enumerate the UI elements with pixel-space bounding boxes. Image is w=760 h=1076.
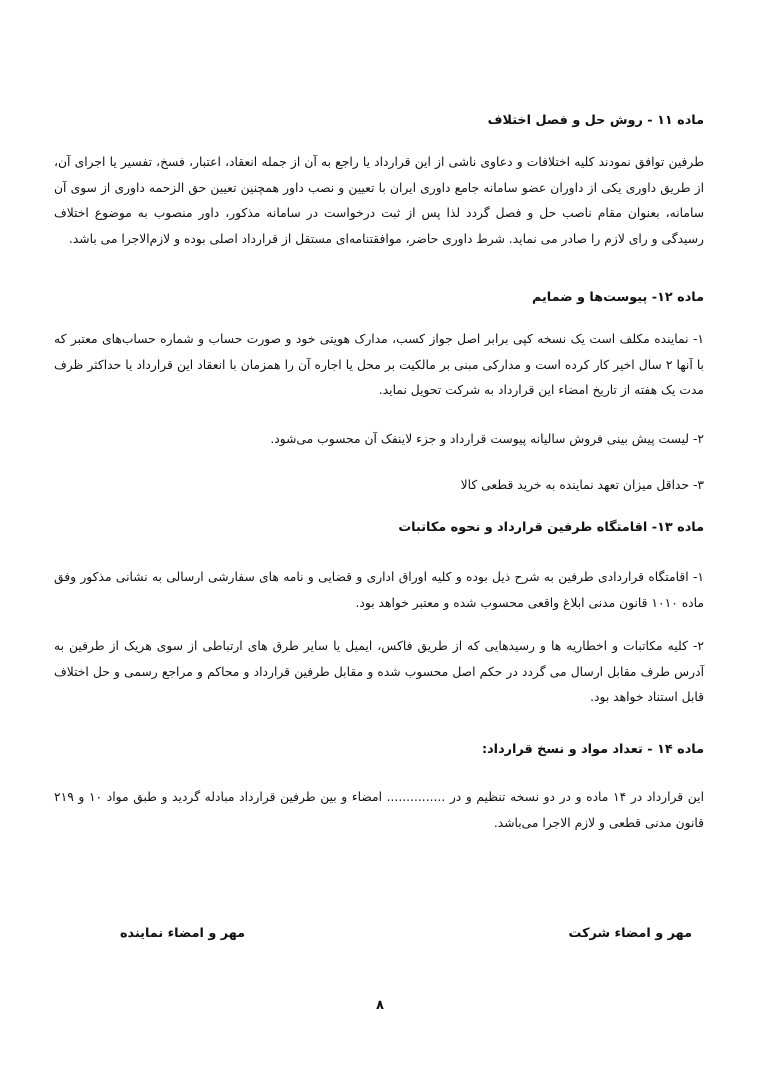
article-11-title: ماده ۱۱ - روش حل و فصل اختلاف xyxy=(487,113,704,128)
page-number: ۸ xyxy=(376,998,384,1013)
article-12-item-2: ۲- لیست پیش بینی فروش سالیانه پیوست قرارداد و جزء لاینفک آن محسوب می‌شود. xyxy=(270,432,704,446)
article-12-item-3: ۳- حداقل میزان تعهد نماینده به خرید قطعی کالا xyxy=(460,478,704,492)
article-13-item-1: ۱- اقامتگاه قراردادی طرفین به شرح ذیل بوده و کلیه اوراق اداری و قضایی و نامه های سفارشی ارسالی به نشانی مذکور وفق ماده ۱۰۱۰ قانون مدنی ابلاغ واقعی محسوب شده و معتبر خواهد بود. xyxy=(54,570,704,610)
article-13-item-2: ۲- کلیه مکاتبات و اخطاریه ها و رسیدهایی که از طریق فاکس، ایمیل یا سایر طرق های ارتباطی از سوی هریک از طرفین به آدرس طرف مقابل ارسال می گردد در حکم اصل محسوب شده و مقابل طرفین قرارداد و محاکم و مراجع رسمی و حل اختلاف قابل استناد خواهد بود. xyxy=(54,639,704,704)
article-14-title: ماده ۱۴ - تعداد مواد و نسخ قرارداد: xyxy=(482,742,704,757)
article-14-body: این قرارداد در ۱۴ ماده و در دو نسخه تنظیم و در ............... امضاء و بین طرفین قرارداد مبادله گردید و طبق مواد ۱۰ و ۲۱۹ قانون مدنی قطعی و لازم الاجرا می‌باشد. xyxy=(54,790,704,830)
representative-signature-label: مهر و امضاء نماینده xyxy=(120,926,246,941)
article-12-title: ماده ۱۲- پیوست‌ها و ضمایم xyxy=(531,290,704,305)
article-13-title: ماده ۱۳- اقامتگاه طرفین قرارداد و نحوه مکاتبات xyxy=(398,520,704,535)
company-signature-label: مهر و امضاء شرکت xyxy=(568,926,692,941)
article-11-body: طرفین توافق نمودند کلیه اختلافات و دعاوی ناشی از این قرارداد یا راجع به آن از جمله انعقاد، اعتبار، فسخ، تفسیر یا اجرای آن، از طریق داوری یکی از داوران عضو سامانه جامع داوری ایران با تعیین و نصب داور همچنین تعیین حق الزحمه داوری از سوی آن سامانه، بعنوان مقام ناصب حل و فصل گردد لذا پس از ثبت درخواست در سامانه مذکور، داور منصوب به موضوع اختلاف رسیدگی و رای لازم را صادر می نماید. شرط داوری حاضر، موافقتنامه‌ای مستقل از قرارداد اصلی بوده و لازم‌الاجرا می باشد. xyxy=(54,155,704,246)
article-12-item-1: ۱- نماینده مکلف است یک نسخه کپی برابر اصل جواز کسب، مدارک هویتی خود و صورت حساب و شماره حساب‌های معتبر که با آنها ۲ سال اخیر کار کرده است و مدارکی مبنی بر مالکیت بر محل یا اجاره آن را همزمان با انعقاد این قرارداد یا حداکثر ظرف مدت یک هفته از تاریخ امضاء این قرارداد به شرکت تحویل نماید. xyxy=(54,332,704,397)
